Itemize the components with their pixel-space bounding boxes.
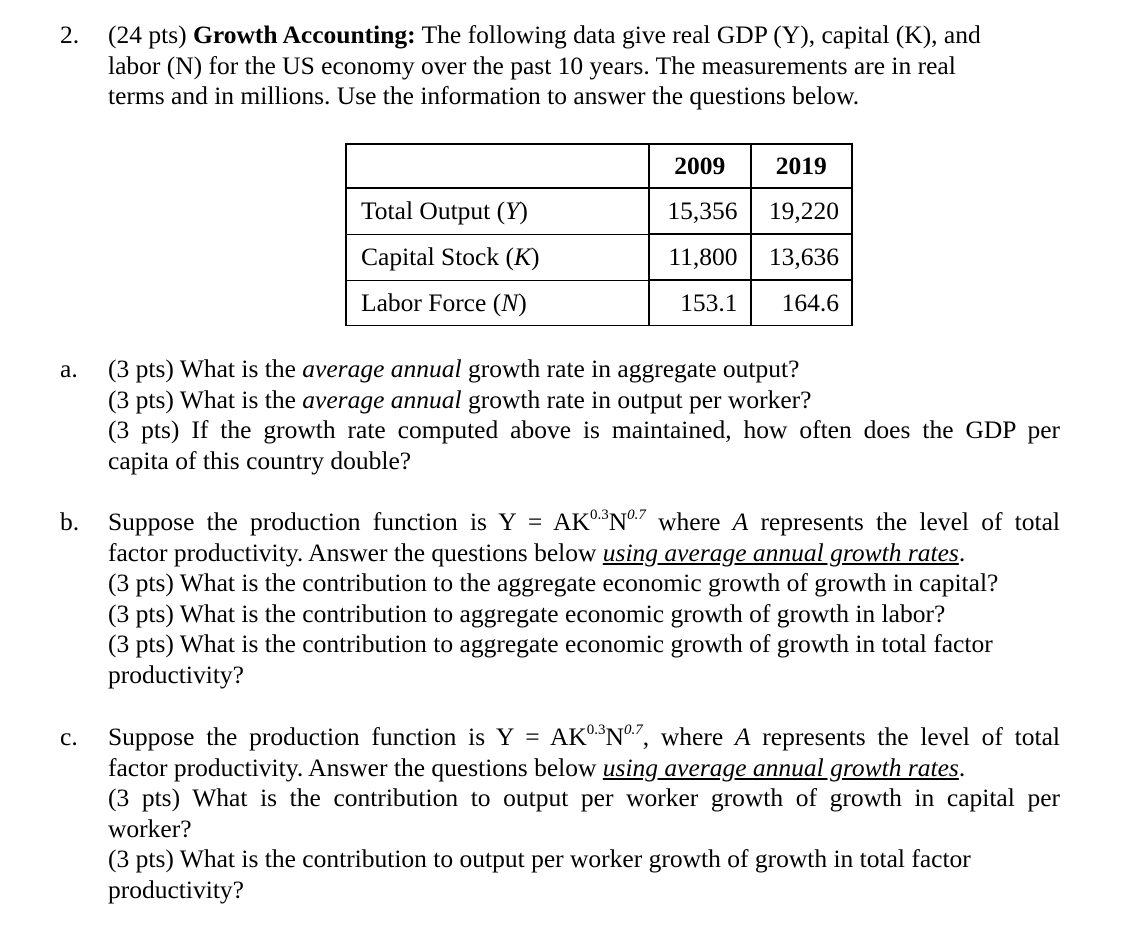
table-header-cell	[346, 144, 649, 188]
part-a-question-1: (3 pts) What is the average annual growth rate in aggregate output?	[108, 354, 800, 383]
part-b-question-1: (3 pts) What is the contribution to the aggregate economic growth of growth in capital?	[108, 568, 999, 597]
part-c-intro-line-2: factor productivity. Answer the questions below using average annual growth rates.	[108, 752, 966, 782]
question-intro	[108, 20, 1060, 112]
part-b-question-3-line-1: (3 pts) What is the contribution to aggregate economic growth of growth in total factor	[108, 629, 993, 658]
table-cell: 13,636	[751, 234, 853, 280]
table-header-cell: 2019	[751, 144, 853, 188]
part-c-question-1-line-2: worker?	[108, 813, 192, 843]
intro-line-1: The following data give real GDP (Y), capital (K), and	[421, 20, 981, 49]
intro-line-2: labor (N) for the US economy over the past 10 years. The measurements are in real	[108, 50, 956, 80]
table-header-cell: 2009	[649, 144, 751, 188]
part-a-question-3-line-1: (3 pts) If the growth rate computed above is maintained, how often does the GDP per	[108, 415, 1060, 444]
table-cell: 153.1	[649, 280, 751, 326]
table-cell: 19,220	[751, 188, 853, 234]
table-row-label: Total Output (Y)	[346, 188, 649, 234]
table-row	[346, 280, 852, 326]
question-title: Growth Accounting:	[193, 20, 416, 49]
part-c-label: c.	[60, 722, 78, 751]
part-b-intro-line-1: Suppose the production function is $Y = AK^{0.3}N^{0.7}$ where A represents the level of total	[108, 506, 1060, 536]
data-table	[345, 143, 853, 326]
part-a-question-3-line-2: capita of this country double?	[108, 445, 412, 475]
table-cell: 164.6	[751, 280, 853, 326]
table-cell: 11,800	[649, 234, 751, 280]
table-row	[346, 234, 852, 280]
part-a	[60, 354, 1060, 476]
part-a-label: a.	[60, 354, 78, 383]
table-row	[346, 188, 852, 234]
part-c-intro-line-1: Suppose the production function is $Y = AK^{0.3}N^{0.7}$, where A represents the level of total	[108, 721, 1060, 751]
question-points: (24 pts)	[108, 20, 187, 49]
table-row-label: Capital Stock (K)	[346, 234, 649, 280]
table-cell: 15,356	[649, 188, 751, 234]
table-row-label: Labor Force (N)	[346, 280, 649, 326]
part-c-question-2-line-1: (3 pts) What is the contribution to output per worker growth of growth in total factor	[108, 844, 971, 873]
intro-line-3: terms and in millions. Use the information to answer the questions below.	[108, 81, 860, 110]
question-number: 2.	[60, 20, 80, 49]
part-c-question-1-line-1: (3 pts) What is the contribution to output per worker growth of growth in capital per	[108, 783, 1060, 812]
part-a-question-2: (3 pts) What is the average annual growth rate in output per worker?	[108, 384, 812, 414]
part-b-label: b.	[60, 507, 80, 536]
question-header	[60, 20, 1060, 112]
part-b-question-2: (3 pts) What is the contribution to aggregate economic growth of growth in labor?	[108, 598, 946, 628]
part-b-intro-line-2: factor productivity. Answer the questions below using average annual growth rates.	[108, 537, 966, 567]
part-c	[60, 722, 1060, 905]
table-header-row	[346, 144, 852, 188]
part-b	[60, 507, 1060, 690]
part-c-question-2-line-2: productivity?	[108, 874, 244, 904]
part-b-question-3-line-2: productivity?	[108, 659, 244, 689]
